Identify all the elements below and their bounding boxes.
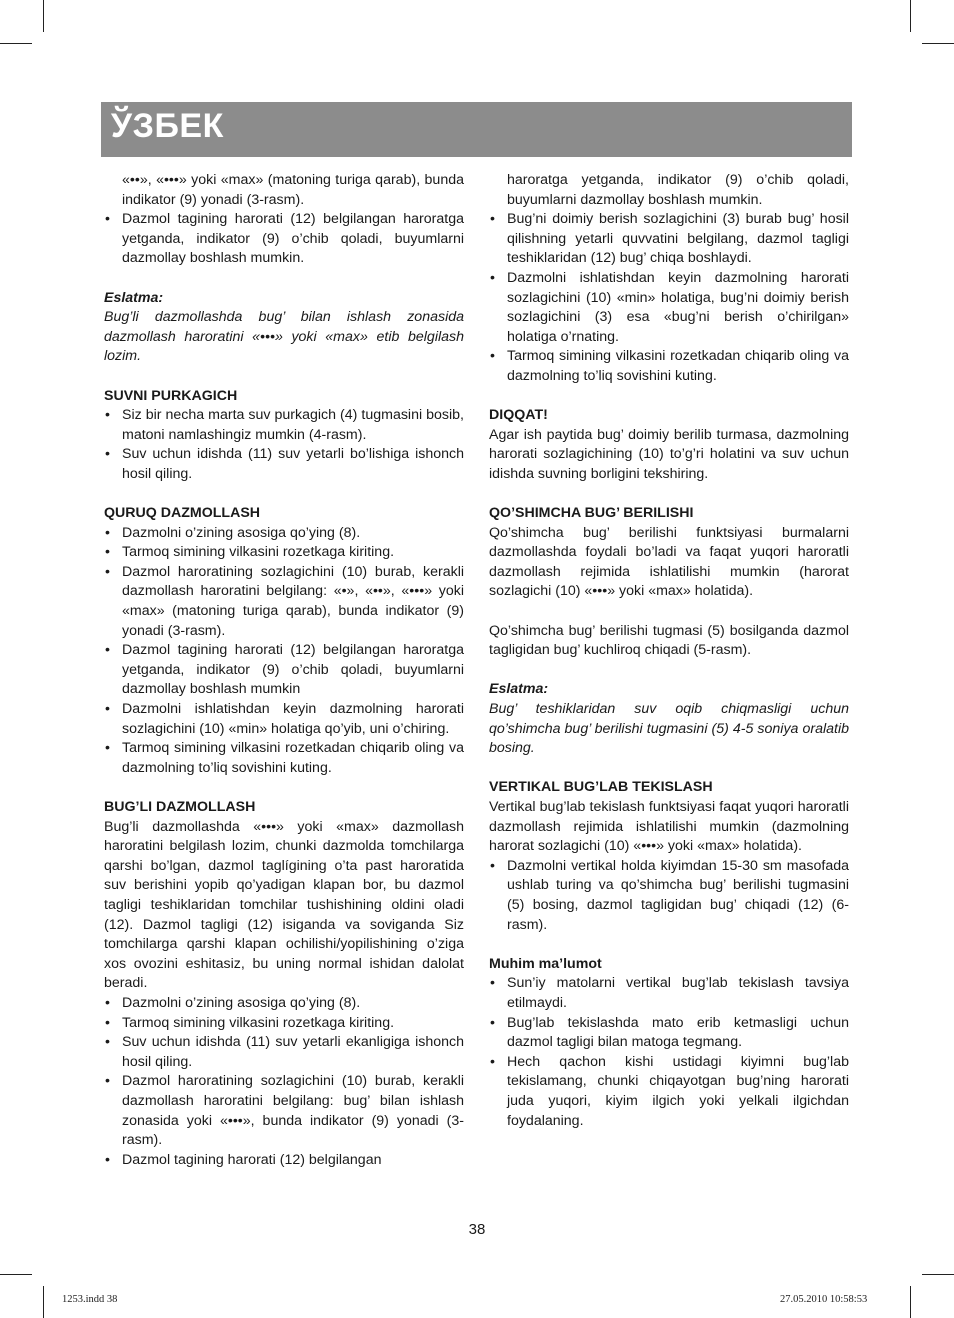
list-item: • Dazmol haroratining sozlagichini (10) burab, kerakli dazmollash haroratini belgilang: bug’ bilan ishlash zonasida yoki «•••», bunda indikator (9) yonadi (3-rasm). [104,1072,464,1150]
crop-mark [910,0,911,32]
section-heading: DIQQAT! [489,407,548,424]
list-item: • Dazmolni vertikal holda kiyimdan 15-30 sm masofada ushlab turing va qo’shimcha bug’ berilishi tugmasini (5) bosing, dazmol tagligidan bug’ chiqadi (12) (6-rasm). [489,857,849,935]
list-item: • Tarmoq simining vilkasini rozetkadan chiqarib oling va dazmolning to’liq sovishini kuting. [104,739,464,778]
continued-text: «••», «•••» yoki «max» (matoning turiga qarab), bunda indikator (9) yonadi (3-rasm). [122,172,464,208]
crop-mark [0,1274,32,1275]
crop-mark [922,43,954,44]
list-item: • Suv uchun idishda (11) suv yetarli ekanligiga ishonch hosil qiling. [104,1033,464,1072]
list-item: • Suv uchun idishda (11) suv yetarli bo’lishiga ishonch hosil qiling. [104,445,464,484]
section-heading: QO’SHIMCHA BUG’ BERILISHI [489,505,694,522]
note-text: Bug’ teshiklaridan suv oqib chiqmasligi uchun qo’shimcha bug’ berilishi tugmasini (5) 4-5 soniya oralatib bosing. [489,701,849,757]
section-heading: Muhim ma’lumot [489,955,602,972]
section-heading: VERTIKAL BUG’LAB TEKISLASH [489,779,713,796]
footer-filename: 1253.indd 38 [62,1294,118,1305]
list-item: • Dazmol haroratining sozlagichini (10) burab, kerakli dazmollash haroratini belgilang: «•», «••», «•••» yoki «max» (matoning turiga qarab), bunda indikator (9) yonadi (3-rasm). [104,563,464,641]
section-heading: QURUQ DAZMOLLASH [104,505,261,522]
right-column [489,171,849,1131]
paragraph: Qo’shimcha bug’ berilishi funktsiyasi burmalarni dazmollashda foydali bo’ladi va faqat yuqori haroratli dazmollash rejimida ishlatilishi mumkin (harorat sozlagichi (10) «•••» yoki «max» holatida). [489,524,849,600]
paragraph: Qo’shimcha bug’ berilishi tugmasi (5) bosilganda dazmol tagligidan bug’ kuchliroq chiqadi (5-rasm). [489,622,849,659]
paragraph: Vertikal bug’lab tekislash funktsiyasi faqat yuqori haroratli dazmollash rejimida ishlatilishi mumkin (dazmolning harorat sozlagichi (10) «•••» yoki «max» holatida). [489,799,849,855]
bullet-list [489,210,849,386]
paragraph: Agar ish paytida bug’ doimiy berilib turmasa, dazmolning harorati sozlagichining (10) to’g’ri holatini va suv uchun idishda suvning borligini tekshiring. [489,426,849,482]
continued-text: haroratga yetganda, indikator (9) o’chib qoladi, buyumlarni dazmollay boshlash mumkin. [507,172,849,208]
list-item: • Bug’ni doimiy berish sozlagichini (3) burab bug’ hosil qilishning yetarli quvvatini belgilang, dazmol tagligi teshiklaridan (12) bug’ chiqa boshlaydi. [489,210,849,269]
list-item: • Dazmol tagining harorati (12) belgilangan haroratga yetganda, indikator (9) o’chib qoladi, buyumlarni dazmollay boshlash mumkin. [104,210,464,269]
crop-mark [43,1286,44,1318]
section-heading: SUVNI PURKAGICH [104,387,238,404]
bullet-list [489,974,849,1131]
bullet-list [489,857,849,935]
crop-mark [910,1286,911,1318]
left-column [104,171,464,1170]
list-item: • Bug’lab tekislashda mato erib ketmasligi uchun dazmol tagligi bilan matoga tegmang. [489,1014,849,1053]
crop-mark [0,43,32,44]
list-item: • Hech qachon kishi ustidagi kiyimni bug’lab tekislamang, chunki chiqayotgan bug’ning harorati juda yuqori, kiyim ilgich yoki yelkali ilgichdan foydalaning. [489,1053,849,1131]
language-header [101,102,852,157]
note-heading: Eslatma: [104,289,164,306]
note-text: Bug’li dazmollashda bug’ bilan ishlash zonasida dazmollash haroratini «•••» yoki «max» etib belgilash lozim. [104,309,464,365]
list-item: • Dazmol tagining harorati (12) belgilangan haroratga yetganda, indikator (9) o’chib qoladi, buyumlarni dazmollay boshlash mumkin [104,641,464,700]
section-heading: BUG’LI DAZMOLLASH [104,799,256,815]
list-item: • Dazmol tagining harorati (12) belgilangan [104,1151,464,1171]
list-item: • Dazmolni ishlatishdan keyin dazmolning harorati sozlagichini (10) «min» holatiga qo’yib, uni o’chiring. [104,700,464,739]
list-item: • Tarmoq simining vilkasini rozetkadan chiqarib oling va dazmolning to’liq sovishini kuting. [489,347,849,386]
list-item: • Siz bir necha marta suv purkagich (4) tugmasini bosib, matoni namlashingiz mumkin (4-rasm). [104,406,464,445]
note-heading: Eslatma: [489,681,549,698]
paragraph: Bug’li dazmollashda «•••» yoki «max» dazmollash haroratini belgilash lozim, chunki dazmolda tomchilarga qarshi bo’lgan, dazmol taglígining o’ta past haroratida suv berishini yopib qo’yadigan klapan bor, bu dazmol tagligi teshiklaridan tomchilar tushishining oldini oladi (12). Dazmol tagligi (12) isiganda va soviganda Siz tomchilarga qarshi klapan ochilishi/yopilishining o’ziga xos ovozini eshitasiz, bu uning normal ishidan dalolat beradi. [104,818,464,992]
list-item: • Sun’iy matolarni vertikal bug’lab tekislash tavsiya etilmaydi. [489,974,849,1013]
bullet-list [104,210,464,269]
bullet-list [104,406,464,484]
list-item: • Dazmolni o’zining asosiga qo’ying (8). [104,524,464,544]
crop-mark [43,0,44,32]
list-item: • Dazmolni o’zining asosiga qo’ying (8). [104,994,464,1014]
page-title: ЎЗБЕК [111,107,224,145]
list-item: • Dazmolni ishlatishdan keyin dazmolning harorati sozlagichini (10) «min» holatiga, bug’ni doimiy berish sozlagichini (3) esa «bug’ni berish o’chirilgan» holatiga o’rnating. [489,269,849,347]
crop-mark [922,1274,954,1275]
footer-timestamp: 27.05.2010 10:58:53 [780,1294,868,1305]
page-number: 38 [468,1221,486,1238]
list-item: • Tarmoq simining vilkasini rozetkaga kiriting. [104,1014,464,1034]
bullet-list [104,994,464,1170]
bullet-list [104,524,464,779]
list-item: • Tarmoq simining vilkasini rozetkaga kiriting. [104,543,464,563]
